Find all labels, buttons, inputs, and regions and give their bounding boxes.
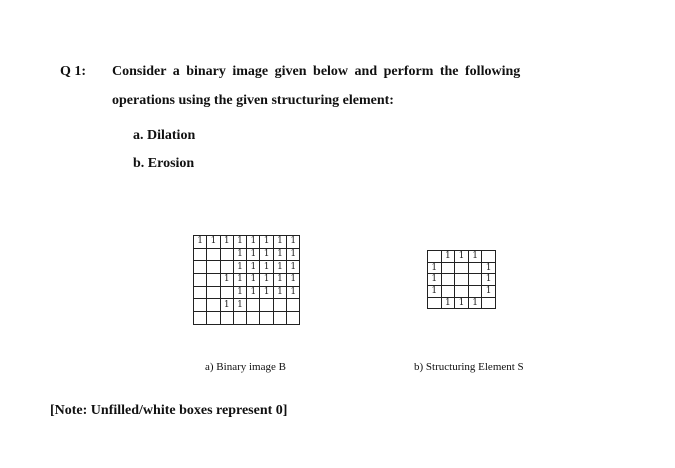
grid-cell [428,251,442,263]
grid-cell [220,312,233,325]
grid-cell [247,299,260,312]
grid-row [428,297,496,309]
grid-cell: 1 [260,261,273,274]
grid-cell: 1 [441,251,455,263]
grid-cell [233,312,246,325]
grid-cell: 1 [194,236,207,249]
grid-cell [455,262,469,274]
grid-cell: 1 [287,236,300,249]
question-text-line-2: operations using the given structuring element: [112,93,394,108]
grid-cell [273,312,286,325]
operation-erosion: b. Erosion [133,156,195,171]
grid-cell [468,274,482,286]
grid-row [428,251,496,263]
grid-cell [455,274,469,286]
note-text: [Note: Unfilled/white boxes represent 0] [50,403,288,418]
grid-cell [207,286,220,299]
question-number: Q 1: [60,64,87,79]
binary-image-grid [193,235,300,325]
grid-cell: 1 [468,297,482,309]
grid-cell: 1 [233,274,246,287]
grid-cell: 1 [455,251,469,263]
grid-row [194,299,300,312]
grid-cell: 1 [273,248,286,261]
grid-cell: 1 [220,236,233,249]
grid-row [194,261,300,274]
grid-row [194,274,300,287]
grid-row [194,312,300,325]
question-text-line-1: Consider a binary image given below and perform the following [112,64,521,79]
grid-cell [428,297,442,309]
grid-cell [247,312,260,325]
structuring-element-caption: b) Structuring Element S [414,361,524,373]
grid-cell: 1 [287,261,300,274]
grid-cell: 1 [273,286,286,299]
grid-cell: 1 [468,251,482,263]
grid-cell [260,299,273,312]
grid-cell: 1 [428,262,442,274]
grid-cell [220,248,233,261]
grid-cell: 1 [260,236,273,249]
grid-cell [260,312,273,325]
grid-cell: 1 [428,274,442,286]
structuring-element-grid [427,250,496,309]
grid-cell [287,299,300,312]
grid-cell [482,297,496,309]
grid-cell [468,262,482,274]
grid-cell: 1 [482,262,496,274]
grid-cell: 1 [260,274,273,287]
grid-cell: 1 [260,286,273,299]
grid-cell: 1 [482,286,496,298]
grid-cell: 1 [441,297,455,309]
operation-dilation: a. Dilation [133,128,196,143]
grid-cell [207,261,220,274]
grid-cell: 1 [233,299,246,312]
grid-cell [207,274,220,287]
grid-cell [482,251,496,263]
grid-cell: 1 [207,236,220,249]
grid-row [428,286,496,298]
grid-row [194,286,300,299]
grid-cell: 1 [287,248,300,261]
grid-cell: 1 [273,236,286,249]
grid-cell [455,286,469,298]
grid-cell [194,248,207,261]
grid-cell: 1 [287,274,300,287]
grid-cell [207,312,220,325]
grid-cell: 1 [233,261,246,274]
grid-cell [273,299,286,312]
grid-cell: 1 [482,274,496,286]
grid-cell: 1 [247,248,260,261]
grid-cell: 1 [220,274,233,287]
grid-cell: 1 [247,274,260,287]
grid-cell [287,312,300,325]
grid-cell: 1 [273,274,286,287]
grid-cell [194,274,207,287]
grid-cell [441,286,455,298]
grid-cell [207,299,220,312]
grid-cell [194,286,207,299]
grid-cell: 1 [428,286,442,298]
grid-cell [441,274,455,286]
grid-cell [441,262,455,274]
grid-cell: 1 [247,286,260,299]
grid-row [194,248,300,261]
grid-cell: 1 [233,286,246,299]
grid-row [194,236,300,249]
grid-row [428,274,496,286]
grid-cell: 1 [247,261,260,274]
grid-cell: 1 [455,297,469,309]
grid-cell [220,286,233,299]
grid-cell [194,299,207,312]
grid-row [428,262,496,274]
binary-image-caption: a) Binary image B [205,361,286,373]
grid-cell: 1 [233,248,246,261]
grid-cell [207,248,220,261]
grid-cell [468,286,482,298]
grid-cell: 1 [220,299,233,312]
grid-cell: 1 [233,236,246,249]
grid-cell: 1 [287,286,300,299]
grid-cell [194,261,207,274]
grid-cell [220,261,233,274]
grid-cell: 1 [273,261,286,274]
grid-cell [194,312,207,325]
grid-cell: 1 [247,236,260,249]
grid-cell: 1 [260,248,273,261]
